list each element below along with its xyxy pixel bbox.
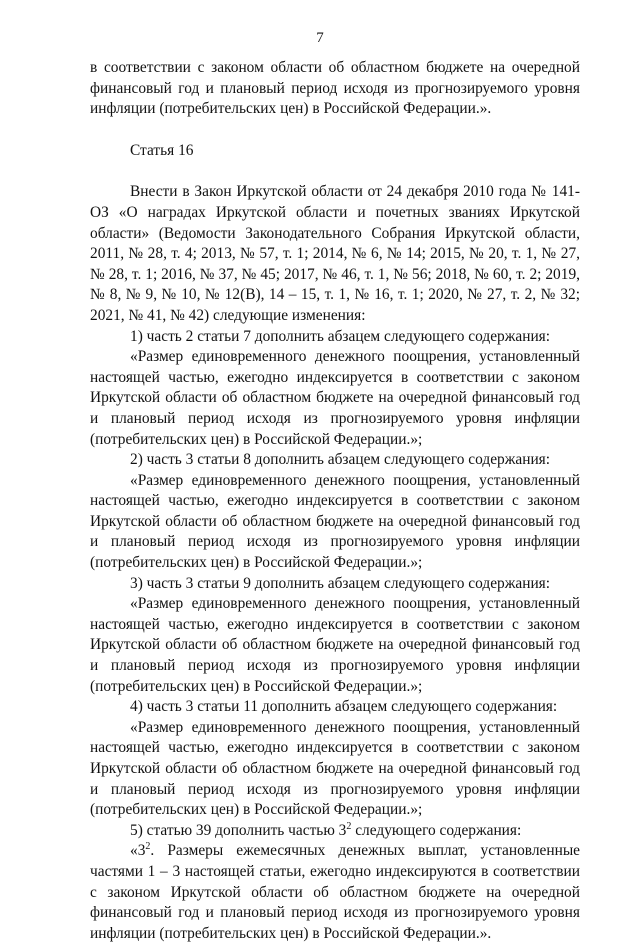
item-5-instruction (90, 821, 580, 842)
page-number: 7 (316, 30, 324, 46)
item-3-text: «Размер единовременного денежного поощрения, установленный настоящей частью, ежегодно индексируется в соответствии с законом Иркутской области об областном бюджете на очередной финансовый год и плановый период исходя из прогнозируемого уровня инфляции (потребительских цен) в Российской Федерации.»; (90, 595, 580, 695)
item-5-text-post: . Размеры ежемесячных денежных выплат, установленные частями 1 – 3 настоящей статьи, ежегодно индексируются в соответствии с законом Иркутской области об областном бюджете на очередной финансовый год и плановый период исходя из прогнозируемого уровня инфляции (потребительских цен) в Российской Федерации.». (90, 842, 580, 942)
item-5-text-pre: «3 (130, 842, 146, 860)
item-4-instruction: 4) часть 3 статьи 11 дополнить абзацем следующего содержания: (130, 698, 558, 716)
intro-paragraph: Внести в Закон Иркутской области от 24 декабря 2010 года № 141-ОЗ «О наградах Иркутской области и почетных званиях Иркутской области» (Ведомости Законодательного Собрания Иркутской области, 2011, № 28, т. 4; 2013, № 57, т. 1; 2014, № 6, № 14; 2015, № 20, т. 1, № 27, № 28, т. 1; 2016, № 37, № 45; 2017, № 46, т. 1, № 56; 2018, № 60, т. 2; 2019, № 8, № 9, № 10, № 12(В), 14 – 15, т. 1, № 16, т. 1; 2020, № 27, т. 2, № 32; 2021, № 41, № 42) следующие изменения: (90, 183, 580, 324)
document-body (90, 58, 580, 944)
continuation-paragraph: в соответствии с законом области об областном бюджете на очередной финансовый год и плановый период исходя из прогнозируемого уровня инфляции (потребительских цен) в Российской Федерации.». (90, 59, 580, 118)
item-3-instruction: 3) часть 3 статьи 9 дополнить абзацем следующего содержания: (130, 574, 551, 592)
item-5-text (90, 841, 580, 944)
item-4-text: «Размер единовременного денежного поощрения, установленный настоящей частью, ежегодно индексируется в соответствии с законом Иркутской области об областном бюджете на очередной финансовый год и плановый период исходя из прогнозируемого уровня инфляции (потребительских цен) в Российской Федерации.»; (90, 718, 580, 819)
item-2-text: «Размер единовременного денежного поощрения, установленный настоящей частью, ежегодно индексируется в соответствии с законом Иркутской области об областном бюджете на очередной финансовый год и плановый период исходя из прогнозируемого уровня инфляции (потребительских цен) в Российской Федерации.»; (90, 471, 580, 572)
item-5-instruction-post: следующего содержания: (351, 821, 522, 839)
article-heading: Статья 16 (130, 141, 194, 159)
item-1-text: «Размер единовременного денежного поощрения, установленный настоящей частью, ежегодно индексируется в соответствии с законом Иркутской области об областном бюджете на очередной финансовый год и плановый период исходя из прогнозируемого уровня инфляции (потребительских цен) в Российской Федерации.»; (90, 348, 580, 448)
item-1-instruction: 1) часть 2 статьи 7 дополнить абзацем следующего содержания: (130, 327, 551, 345)
item-5-instruction-pre: 5) статью 39 дополнить частью 3 (130, 821, 347, 839)
item-5-text-superscript: 2 (145, 841, 151, 853)
item-5-instruction-superscript: 2 (346, 820, 352, 832)
item-2-instruction: 2) часть 3 статьи 8 дополнить абзацем следующего содержания: (130, 451, 551, 469)
